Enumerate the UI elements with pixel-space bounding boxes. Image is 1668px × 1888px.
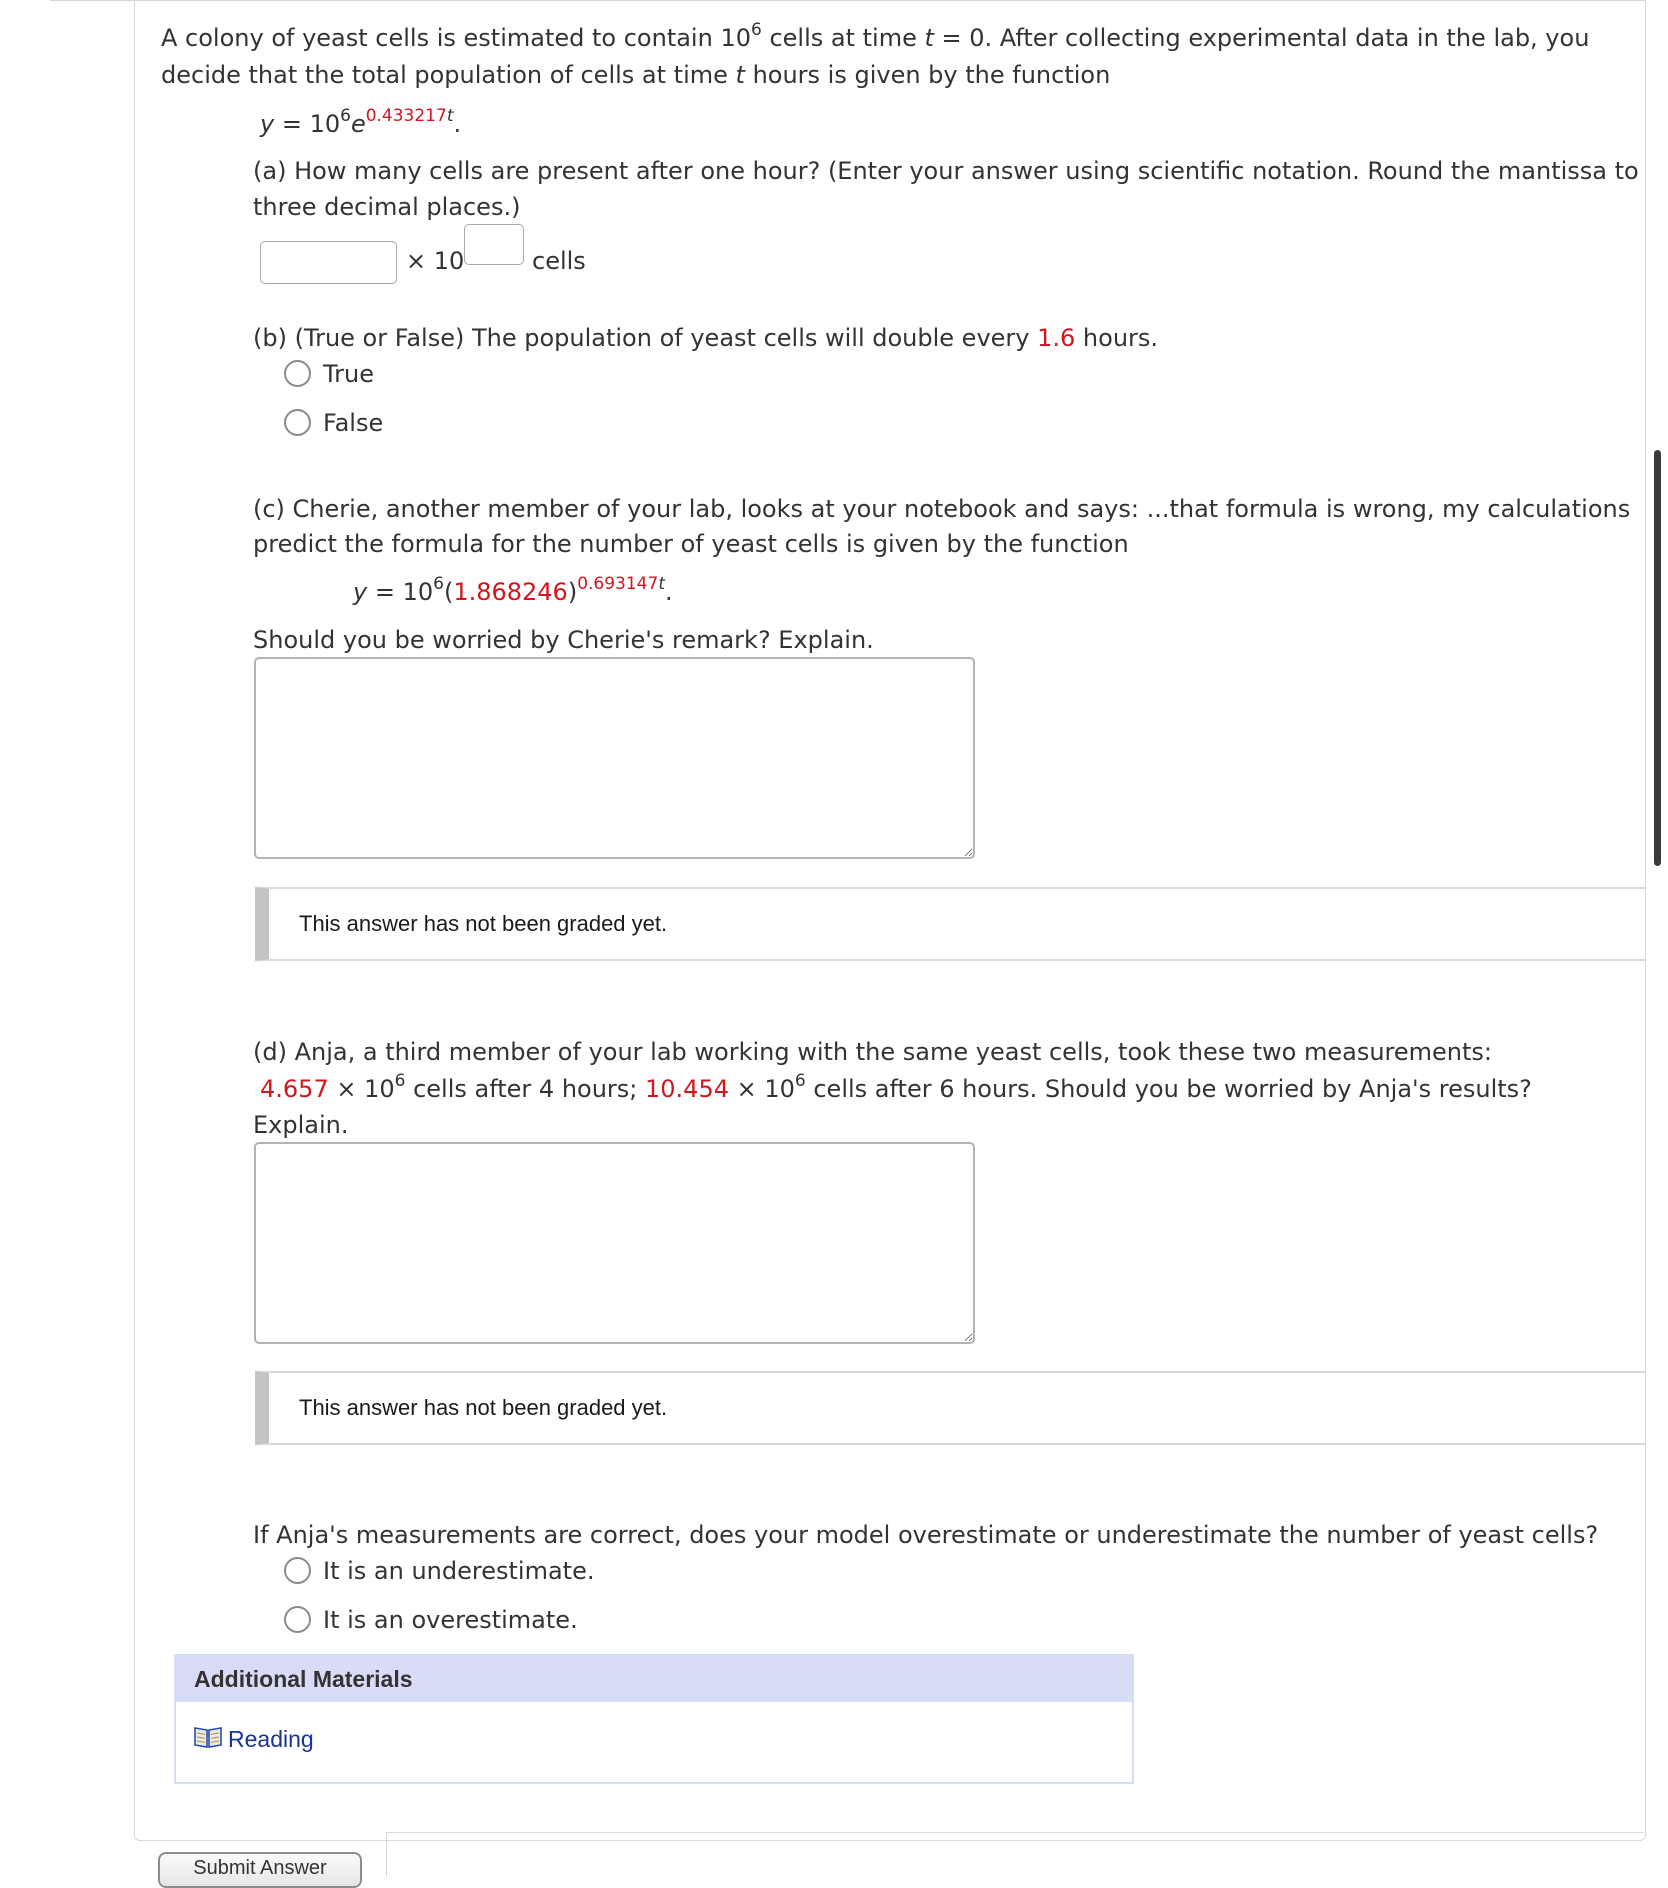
- submit-answer-button[interactable]: Submit Answer: [158, 1852, 362, 1888]
- radio-underestimate[interactable]: [284, 1557, 311, 1584]
- part-a-question: (a) How many cells are present after one hour? (Enter your answer using scientific notation. Round the mantissa to: [253, 157, 1639, 185]
- part-d-question: (d) Anja, a third member of your lab working with the same yeast cells, took these two measurements:: [253, 1038, 1493, 1066]
- part-c-question-2: predict the formula for the number of yeast cells is given by the function: [253, 530, 1129, 558]
- unit-cells: cells: [532, 247, 586, 275]
- part-a-question-2: three decimal places.): [253, 193, 521, 221]
- radio-overestimate[interactable]: [284, 1606, 311, 1633]
- option-underestimate[interactable]: It is an underestimate.: [323, 1557, 595, 1585]
- radio-true[interactable]: [284, 360, 311, 387]
- option-overestimate[interactable]: It is an overestimate.: [323, 1606, 578, 1634]
- times-ten: × 10: [406, 247, 465, 275]
- option-true[interactable]: True: [323, 360, 374, 388]
- radio-false[interactable]: [284, 409, 311, 436]
- additional-materials-title: Additional Materials: [176, 1656, 1132, 1702]
- part-d-explain: Explain.: [253, 1111, 349, 1139]
- part-d-grading-status: This answer has not been graded yet.: [255, 1371, 1645, 1445]
- part-d-measurements: $4.657 \times 10^6$ cells after 4 hours; $10.454 \times 10^6$ cells after 6 hours. Should you be worried by Anja's results?: [260, 1071, 1532, 1103]
- intro-line-1: A colony of yeast cells is estimated to contain $10^6$ cells at time t = 0. After collecting experimental data in the lab, you: [161, 20, 1590, 52]
- formula-cherie: $y = 10^6(1.868246)^{0.693147t}$.: [353, 574, 673, 606]
- formula-model: $y = 10^6e^{0.433217t}$.: [260, 106, 462, 138]
- part-c-prompt: Should you be worried by Cherie's remark? Explain.: [253, 626, 874, 654]
- part-c-question: (c) Cherie, another member of your lab, looks at your notebook and says: ...that formula is wrong, my calculations: [253, 495, 1631, 523]
- intro-line-2: decide that the total population of cells at time t hours is given by the function: [161, 61, 1111, 89]
- book-icon: [194, 1725, 222, 1756]
- part-b-question: (b) (True or False) The population of yeast cells will double every 1.6 hours.: [253, 324, 1159, 352]
- footer-divider-vertical: [386, 1832, 387, 1877]
- part-c-grading-status: This answer has not been graded yet.: [255, 887, 1645, 961]
- part-e-question: If Anja's measurements are correct, does your model overestimate or underestimate the number of yeast cells?: [253, 1521, 1599, 1549]
- part-d-answer[interactable]: [254, 1142, 975, 1344]
- scrollbar[interactable]: [1654, 450, 1661, 866]
- part-c-answer[interactable]: [254, 657, 975, 859]
- additional-materials: [174, 1654, 1134, 1784]
- reading-label[interactable]: Reading: [228, 1726, 314, 1752]
- footer-divider: [386, 1832, 1644, 1833]
- option-false[interactable]: False: [323, 409, 384, 437]
- reading-link[interactable]: [194, 1724, 314, 1756]
- exponent-input[interactable]: [464, 224, 524, 265]
- mantissa-input[interactable]: [260, 241, 397, 284]
